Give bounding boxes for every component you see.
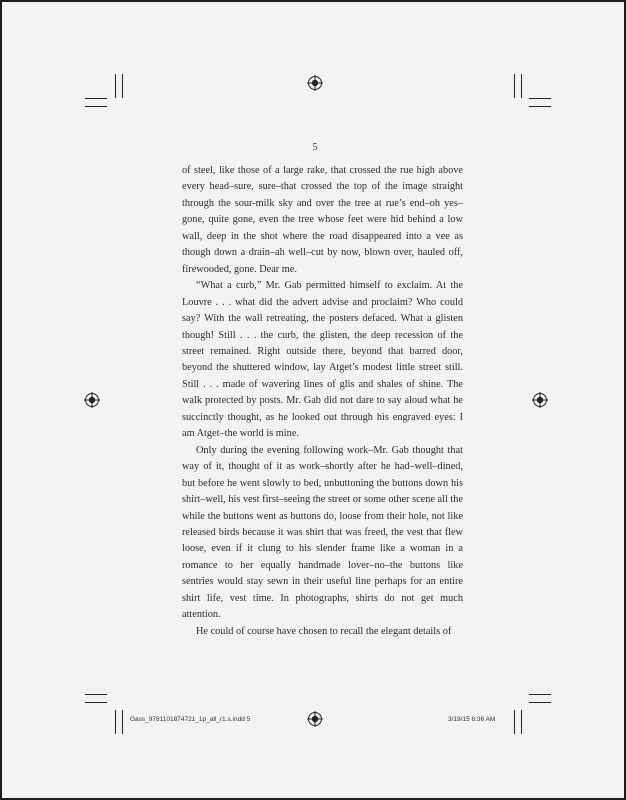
crop-mark bbox=[115, 710, 116, 734]
crop-mark bbox=[529, 702, 551, 703]
crop-mark bbox=[514, 710, 515, 734]
paragraph: of steel, like those of a large rake, that crossed the rue high above every head–sure, sure–that crossed the top of the image straight through the sour-milk sky and over the tree at rue’s end–oh yes–gone, quite gone, even the tree whose feet were hid behind a low wall, deep in the shot where the road disappeared into a vee as though down a drain–ah well–cut by now, blown over, hauled off, firewooded, gone. Dear me. bbox=[182, 165, 463, 275]
crop-mark bbox=[85, 702, 107, 703]
registration-mark-icon bbox=[307, 75, 323, 91]
registration-mark-icon bbox=[84, 392, 100, 408]
crop-mark bbox=[85, 694, 107, 695]
crop-mark bbox=[85, 98, 107, 99]
crop-mark bbox=[115, 74, 116, 98]
crop-mark bbox=[122, 74, 123, 98]
crop-mark bbox=[122, 710, 123, 734]
paragraph: Only during the evening following work–Mr. Gab thought that way of it, thought of it as work–shortly after he had–well–dined, but before he went slowly to bed, unbuttoning the buttons down his shirt–well, his vest first–seeing the street or some other scene all the while the buttons went as buttons do, loose from their hole, not like released birds because it was shirt that was freed, the vest that flew loose, even if it clung to his slender frame like a woman in a romance to her equally handmade lover–no–the buttons like sentries would stay sewn in their useful line perhaps for an entire shirt life, vest time. In photographs, shirts do not get much attention. bbox=[182, 444, 463, 621]
crop-mark bbox=[521, 74, 522, 98]
paragraph: “What a curb,” Mr. Gab permitted himself to exclaim. At the Louvre . . . what did the advert advise and proclaim? Who could say? With the wall retreating, the posters defaced. What a glisten though! Still . . . the curb, the glisten, the deep recession of the street remained. Right outside there, beyond that barred door, beyond the shuttered window, lay Atget’s modest little street still. Still . . . made of wavering lines of glis and shales of shine. The walk protected by posts. Mr. Gab did not dare to say aloud what he succinctly thought, as he looked out through his engraved eyes: I am Atget–the world is mine. bbox=[182, 280, 463, 440]
registration-mark-icon bbox=[307, 711, 323, 727]
crop-mark bbox=[514, 74, 515, 98]
body-text bbox=[182, 163, 463, 640]
crop-mark bbox=[521, 710, 522, 734]
registration-mark-icon bbox=[532, 392, 548, 408]
slug-timestamp: 3/19/15 6:36 AM bbox=[448, 716, 496, 723]
slug-file-name: Gass_9781101874721_1p_all_r1.s.indd 5 bbox=[130, 716, 251, 723]
page-number: 5 bbox=[312, 142, 318, 153]
paragraph: He could of course have chosen to recall the elegant details of bbox=[196, 625, 452, 637]
crop-mark bbox=[529, 694, 551, 695]
crop-mark bbox=[529, 106, 551, 107]
crop-mark bbox=[529, 98, 551, 99]
crop-mark bbox=[85, 106, 107, 107]
